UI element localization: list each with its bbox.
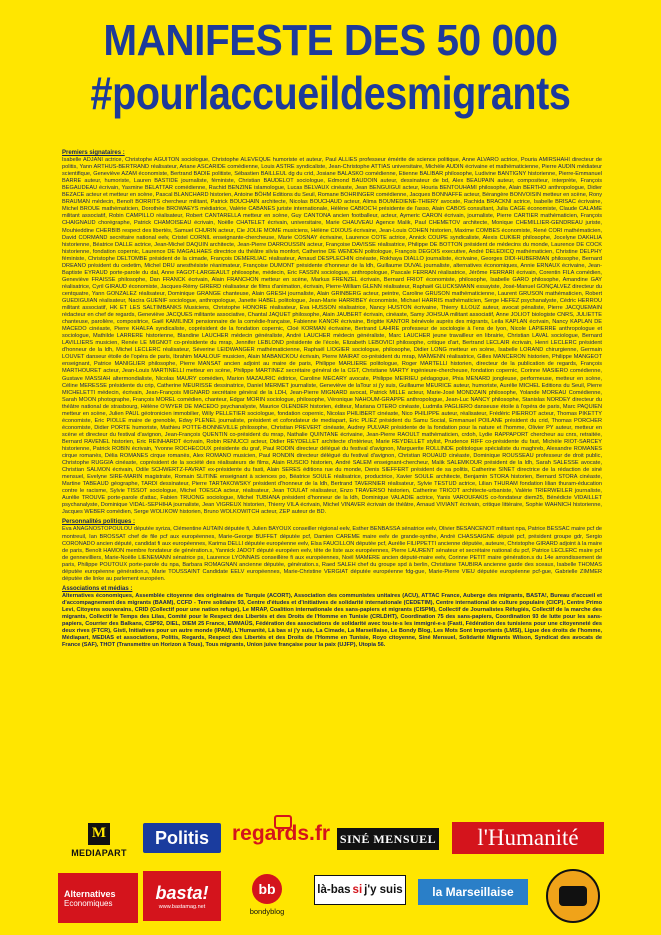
politis-logo[interactable]: Politis — [143, 823, 221, 853]
mediapart-logo[interactable] — [60, 820, 138, 860]
sine-mensuel-logo[interactable]: SINÉ MENSUEL — [337, 828, 439, 850]
altereco-label-1: Alternatives — [64, 888, 116, 899]
signataires-heading: Premiers signataires : — [62, 150, 125, 156]
politiques-heading: Personnalités politiques : — [62, 519, 136, 526]
bondyblog-label: bondyblog — [249, 907, 285, 916]
hashtag-title: #pourlaccueildesmigrants — [90, 67, 571, 119]
humanite-logo[interactable]: l'Humanité — [452, 822, 604, 854]
courrier-inner-icon — [559, 886, 587, 906]
courrier-des-balkans-logo[interactable] — [541, 864, 605, 928]
manifesto-title: MANIFESTE DES 50 000 — [103, 16, 558, 65]
labas-label-3: j'y suis — [364, 884, 403, 896]
basta-url: www.bastamag.net — [158, 903, 206, 910]
altereco-label-2: Economiques — [64, 898, 113, 908]
associations-heading: Associations et médias : — [62, 585, 133, 592]
basta-label: basta! — [155, 882, 209, 903]
alternatives-economiques-logo[interactable] — [58, 873, 138, 923]
regards-label: regards.fr — [231, 822, 331, 845]
la-bas-si-jy-suis-logo[interactable] — [314, 875, 406, 905]
mediapart-mark-icon: M — [88, 823, 110, 845]
courrier-ring-icon — [546, 869, 600, 923]
politiques-list: Eva ANAGNOSTOPOULOU députée syriza, Clémentine AUTAIN députée fi, Julien BAYOUX conseiller régional eelv, Esther BENBASSA sénatrice eelv, Olivier BESANCENOT militant npa, Patrice BESSAC maire pcf de montreuil, Ian BROSSAT chef de file pcf aux européennes, Marie-George BUFFET députée pcf, Damien CAREME maire eelv de grande-synthe, André CHASSAIGNE député pcf, président groupe gdr, Sergio CORONADO ancien député, candidat fi aux européennes, Karima DELLI députée européenne eelv, Elsa FAUCILLON députée pcf, Aurélie FILIPPETTI ancienne députée, auteure, Christophe GIRARD adjoint à la maire de paris, Benoît HAMON membre fondateur de génération.s, Yannick JADOT député européen eelv, tête de liste aux européennes, Pierre LAURENT sénateur et secrétaire national du pcf, Patrice LECLERC maire pcf de gennevilliers, Marie-Noëlle LIENEMANN sénatrice ps, Laurence LYONNAIS conseillère fi aux européennes, Noël MAMERE ancien député-maire eelv, Corinne PETIT maire génération.s du 14e arrondissement de paris, Philippe POUTOUX porte-parole du npa, Barbara ROMAGNAN ancienne députée, génération.s, Raed SALEH chef du groupe spd à berlin, Christiane TAUBIRA ancienne garde des sceaux, Isabelle THOMAS députée européenne génération.s, Marie TOUSSAINT Candidate EELV européennes, Marie-Christine VERGIAT députée européenne fdg-gue, Marie-Pierre VIEU députée européenne pcf-gue, Gabrielle ZIMMER députée die linke au parlement européen. — [62, 526, 602, 582]
basta-logo[interactable] — [143, 871, 221, 921]
mediapart-label: MEDIAPART — [71, 847, 127, 858]
la-marseillaise-logo[interactable]: la Marseillaise — [418, 879, 528, 905]
labas-label-1: là-bas — [317, 884, 351, 896]
labas-label-2: si — [352, 884, 363, 896]
bondyblog-mark-icon: bb — [252, 874, 282, 904]
regards-speech-icon — [274, 815, 292, 829]
bondyblog-logo[interactable] — [235, 866, 299, 924]
signataires-list: Isabelle ADJANI actrice, Christophe AGUITON sociologue, Christophe ALEVEQUE humoriste et auteur, Paul ALLIES professeur émérite de science politique, Anne ALVARO actrice, Pouria AMIRSHAHI directeur de politis, Yann ARTHUS-BERTRAND réalisateur, Ariane ASCARIDE comédienne, Louis ASTRE syndicaliste, Jean-Christophe ATTIAS universitaire, Michèle AUDIN écrivaine et mathématicienne, Pierre AUDIN médiateur scientifique, Geneviève AZAM économiste, Bertrand BADIE politiste, Sébastien BAILLEUL dg du crid, Josiane BALASKO comédienne, Etienne BALIBAR philosophe, Ludivine BANTIGNY historienne, Pierre-Emmanuel BARRE auteur, humoriste, Lauren BASTIDE journaliste, féministe, Christian BAUDELOT sociologue, Edmond BAUDOIN auteur, dessinateur de bd, Alex BEAUPAIN auteur, compositeur, interprète, François BEGAUDEAU écrivain, Yasmine BELATTAR comédienne, Rachid BENZINE islamologue, Lucas BELVAUX cinéaste, Jean BENGUIGUI acteur, Houria BENTOUHAMI philosophe, Alain BERTHO anthropologue, Didier BEZACE acteur et metteur en scène, Pascal BLANCHARD historien, Antoine BÖHM Editions du Seuil, Romane BOHRINGER comédienne, Jacques BONNAFFE acteur, Bérangère BONVOISIN metteur en scène, Rony BRAUMAN médecin, Benoît BORRITS chercheur militant, Patrick BOUCHAIN architecte, Nicolas BOUCHAUD acteur, Alima BOUMEDIENE-THIERY avocate, Rachida BRACKNI actrice, Isabelle BRISAC écrivaine, Michel BROUE mathématicien, Dorothée BROWAEYS médiatrice, Valérie CABANES juriste internationale, Hélène CABIOC'H présidente de l'asso, Alain CABOS consultant, Julia CAGE économiste, Claude CALAME militant associatif, Robin CAMPILLO réalisateur, Robert CANTARELLA metteur en scène, Guy CANTONA ancien footballeur, acteur, Aymeric CARON écrivain, journaliste, Pierre CARTIER mathématicien, François CHAIGNAUD chorégraphe, Patrick CHAMOISEAU écrivain, Noëlle CHATELET écrivain, universitaire, Marie CHAUVEAU Agence Malik, Paul CHEMETOV architecte, Monique CHEMILLIER-GENDREAU juriste, Mouhieddine CHERBIB respect des libertés, Samuel CHURIN acteur, Cie JOLIE MOME musiciens, Hélène CIXOUS écrivaine, Jean-Louis COHEN historien, Maxime COMBES économiste, René CORI mathématicien, David CORMAND secrétaire national eelv, Cristel CORNIL enseignante-chercheuse, Marie COSNAY écrivaine, Laurence COTE actrice, Annick COUPE syndicaliste, Alexis CUKIER philosophe, Jocelyne DAKHLIA historienne, Béatrice DALLE actrice, Jean-Michel DAQUIN architecte, Jean-Pierre DARROUSSIN acteur, Françoise DAVISSE réalisatrice, Philippe DE BOTTON président de médecins du monde, Laurence DE COCK historienne, fondation copernic, Laurence DE MAGALHAES directrice du théâtre silvia monfort, Catherine DE WENDEN politologue, François DEGOIS executive, André DELEDICQ mathématicien, Christine DELPHY féministe, Christophe DELTOMBE président de la cimade, François DEMERLIAC réalisateur, Arnaud DESPLECHIN cinéaste, Rokhaya DIALLO journaliste, écrivaine, Georges DIDI-HUBERMAN philosophe, Bernard DREANO président du cedetim, Michel DRU anesthésiste réanimateur, Françoise DUMONT présidente d'honneur de la ldh, Guillaume DUVAL journaliste, alternatives économiques, Annie ERNAUX écrivaine, Jean-Baptiste EYRAUD porte-parole du dal, Anne FAGOT-LARGEAULT philosophe, médecin, Eric FASSIN sociologue, anthropologue, Pascale FERRAN réalisatrice, Jérôme FERRARI écrivain, Corentin FILA comédien, Geneviève FRAISSE philosophe, Dan FRANCK écrivain, Alain FRANCHON metteur en scène, Markus FRENZEL écrivain, Bernard FRIOT économiste, philosophe, Isabelle GARO philosophe, Amandine GAY réalisatrice, Cyril GIRAUD économiste, Jacques-Rémy GIRERD réalisateur de films d'animation, écrivain, Pierre-William GLENN réalisateur, Raphaël GLUCKSMANN essayiste, José-Manuel GONÇALVEZ directeur du centquatre, Yann GONZALEZ réalisateur, Dominique GRANGE chanteuse, Alain GRESH journaliste, Alain GRINBERG acteur, peintre, Caroline GRUSON mathématicienne, Laurent GRUSON mathématicien, Robert GUEDIGUIAN réalisateur, Nacira GUENIF sociologue, anthropologue, Janette HABEL politologue, Jean-Marie HARRIBEY économiste, Michael HARRIS mathématicien, Serge HEFEZ psychanalyste, Cédric HERROU militant associatif, HK ET LES SALTIMBANKS Musiciens, Christophe HONORE réalisateur, Eva HUSSON réalisatrice, Nancy HUSTON écrivaine, Thierry ILLOUZ auteur, avocat pénaliste, Pierre JACQUEMAIN rédacteur en chef de regards, Geneviève JACQUES militante associative, Chantal JAQUET philosophe, Alain JAUBERT écrivain, cinéaste, Samy JOHSUA militant associatif, Anne JOLIOT biologiste CNRS, JULIETTE chanteuse, parolière, compositrice, Gaël KAMILINDI pensionnaire de la comédie-française, Fabienne KANOR écrivaine, Brigitte KANTOR bénévole auprès des migrants, Leila KAPLAN écrivain, Nancy KAPLAN DE MACEDO cinéaste, Pierre KHALFA syndicaliste, coprésident de la fondation copernic, Cloé KORMAN écrivaine, Bertrand LAHIRE professeur de sociologie à l'ens de lyon, Nicole LAPIERRE anthropologue et sociologue, Mathilde LARRERE historienne, Blandine LAUCHER médecin généraliste, André LAUCHER médecin généraliste, Marc LAUCHER jeune travailleur en librairie, Christian LAVAL sociologue, Bernard LAVILLIERS musicien, Renée LE MIGNOT co-présidente du mrap, Jennifer LEBLOND présidente de l'école, Elizabeth LEBOVICI philosophe, critique d'art, Bertrand LECLAIR écrivain, Henri LECLERC président d'honneur de la ldh, Michel LECLERC réalisateur, Séverine LEIDWANGER mathématicienne, Raphaël LIOGIER sociologue, philosophe, Didier LONG metteur en scène, Isabelle LORAND chirurgienne, Germain LOUVET danseur étoile de l'opéra de paris, Ibrahim MAALOUF musicien, Alain MABANCKOU écrivain, Pierre MAIRAT co-président du mrap, MAÏWENN réalisatrice, Gilles MANCERON historien, Philippe MANGEOT enseignant, Patrice MANIGLIER philosophe, Pierre MANSAT ancien adjoint au maire de paris, Philippe MARLIERE politologue, Roger MARTELLI historien, directeur de la publication de regards, François MARTHOURET acteur, Jean-Louis MARTINELLI metteur en scène, Philippe MARTINEZ secrétaire général de la CGT, Christiane MARTY ingénieure-chercheuse, fondation copernic, Corinne MASIERO comédienne, Gustave MASSIAH altermondialiste, Nicolas MAURY comédien, Marion MAZAURIC éditrice, Caroline MECARY avocate, Philippe MEIRIEU pédagogue, Phia MENARD jongleuse, performeuse, metteur en scène, Céline MERESSE présidente du crip, Catherine MEURISSE dessinatrice, Daniel MERMET journaliste, Geneviève de laTour si j'y suis, Guillaume MEURICE auteur, humoriste, Aurélie MICHEL Editions du Seuil, Pierre MICHELETTI médecin, écrivain, Jean-François MIGNARD secrétaire général de la LDH, Jean-Pierre MIGNARD avocat, Patrick MILLE acteur, Marie-José MONDZAIN philosophe, Yolande MOREAU Comédienne, Sarah MOON photographe, François MOREL comédien, chanteur, Edgar MORIN sociologue, philosophe, Véronique NAHOUM-GRAPPE anthropologue, Jean-Luc NANCY philosophe, Stanislas NORDEY directeur du théâtre national de strasbourg, Hélène O'WYER DE MACEDO psychanalyste, Maurice OLENDER historien, éditeur, Mariana OTERO cinéaste, Ludmila PAGLIERO danseuse étoile à l'opéra de paris, Marc PAQUIEN metteur en scène, Julien PAUL géotronicien immobilier, Willy PELLETIER sociologue, fondation copernic, Nicolas PHILIBERT cinéaste, Nico PHILIPPE auteur, réalisateur, Frédéric PIERROT acteur, Thomas PIKETTY économiste, Eric PIOLLE maire de grenoble, Edwy PLENEL journaliste, président et cofondateur de mediapart, Eric PLIEZ président du Samu Social, Emmanuel POILANE président du crid, Thomas PORCHER économiste, Didier PORTE humoriste, Mathieu POTTE-BONNEVILLE philosophe, Christian PREVERT cinéaste, Audrey PULVAR présidente de la fondation pour la nature et l'homme, Olivier PY auteur, metteur en scène et directeur du festival d'avignon, Jean-François QUENTIN co-président du mrap, Nathalie QUINTANE écrivaine, Jean-Pierre RAOULT mathématicien, crdoh, Lydie RAPPAPORT chercheur au cnrs, retraitée, Bernard RAVENEL historien, Eric REINHARDT écrivain, Robin RENUCCI acteur, Didier REYDELLET architecte d'intérieur, Marie REYDELLET stylist, Prudence RIFF co-présidente du fast, Michèle RIOT-SARCEY historienne, Patrick ROBIN écrivain, Yvonne ROCHECOUX présidente du graf, Paul RODIN directeur délégué du festival d'avignon, Marguerite ROLLINDE politologue spécialiste du maghreb, Alexandre ROMANES cirque romanès, Délia ROMANES cirque romanès, Alex ROMANO musicien, Paul RONDIN directeur délégué du festival d'avignon, Christian ROUAUD cinéaste, Dominique ROUSSEAU professeur de droit public, Christophe RUGGIA cinéaste, coprésident de la société des réalisateurs de films, Alain RUSCIO historien, André SALEM enseignant-chercheur, Malik SALEMKOUR président de la ldh, Sarah SALESSE avocate, Christian SALMON écrivain, Odile SCHWERTZ-FAVRAT ex-présidente du fasti, Alain SERES éditions rue du monde, Denis SIEFFERT président de sa politis, Catherine SINET directrice de la rédaction de siné mensuel, Evelyne SIRE-MARIN magistrate, Romain SLITINE enseignant à sciences po, Béatrice SOULE réalisatrice, productrice, Xavier SOULE architecte, Benjamin STORA historien, Bernard STORA cinéaste, Martine TABEAUD géographe, TARDI dessinateur, Pierre TARTAKOWSKY président d'honneur de la ldh, Bertrand TAVERNIER réalisateur, Sylvie TESTUD actrice, Lilian THURAM fondation lilian thuram-éducation contre le racisme, Sylvie TISSOT sociologue, Michel TOESCA acteur, réalisateur, Jean TOULAT réalisateur, Enzo TRAVERSO historien, Catherine TRICOT architecte-urbaniste, Valérie TRIERWEILER journaliste, Aurélie TROUVE porte-parole d'attac, Fabien TRUONG sociologue, Michel TUBIANA président d'honneur de la ldh, Dominique VALADIE actrice, Yanis VAROUFAKIS co-fondateur diem25, Bénédicte VIDAILLET psychanalyste, Dominique VIDAL-SEPHIHA journaliste, Jean VIGREUX historien, Thierry VILA écrivain, Michel VINAVER écrivain de théâtre, Arnaud VIVIANT écrivain, critique littéraire, Sophie WAHNICH historienne, Jacques WEBER comédien, Serge WOLIKOW historien, Bruno WOLKOWITCH acteur, ZEP auteur de BD. — [62, 157, 602, 516]
signatories-body — [62, 150, 602, 649]
associations-list: Alternatives économiques, Assemblée citoyenne des originaires de Turquie (ACORT), Association des communistes unitaires (ACU), ATTAC France, Auberge des migrants, BASTA!, Bureau d'accueil et d'accompagnement des migrants (BAAM), CCFD - Terre solidaire 93, Centre d'études et d'initiatives de solidarité internationale (CEDETIM), Centre international de culture populaire (CICP), Centre Primo Levi, Citoyens souverains, CRID (Collectif pour une nation refuge), Le MRAP, Coalition internationale des sans-papiers et migrants (CISPM), Collectif de Journalistes Réfugiés, Collectif de la marche des migrants, Collectif le Temps des Lilas, Comité pour le Respect des Libertés et des Droits de l'Homme en Tunisie (CRLDHT), Coordination 75 des sans-papiers, Coordination 93 de lutte pour les sans-papiers, Courrier des Balkans, CSP92, DIEL, DIEM 25 France, EMMAÜS, Fédération des associations de solidarité avec tou-te-s les immigré-e-s (Fasti, Fédération des tunisiens pour une citoyenneté des deux rives (FTCR), Gisti, Initiatives pour un autre monde (IPAM), L'Humanité, Là bas si j'y suis, La Cimade, La Marseillaise, Le Bondy Blog, Les Mots Sont Importants (LMSI), Ligue des droits de l'homme, Médiapart, MEDIAS et associations, Politis, Regards, Respect des Libertés et des Droits de l'Homme en Tunisie, Royo citoyenne, Siné Mensuel, Solidarité Migrants Wilson, Syndicat des avocats de France (SAF), THOT (Transmettre un Horizon à Tous), Tous migrants, Union juive française pour la paix (UJFP), Utopia 56. — [62, 592, 602, 649]
regards-logo[interactable] — [231, 815, 331, 853]
